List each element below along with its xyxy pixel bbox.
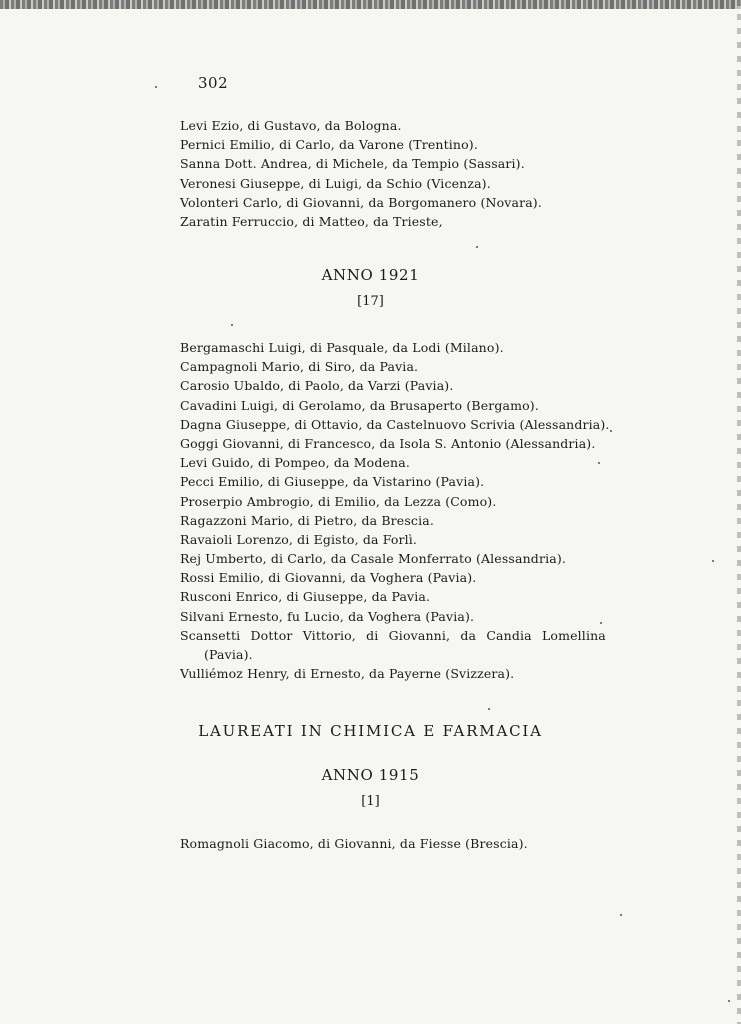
list-item: Silvani Ernesto, fu Lucio, da Voghera (Pavia). [180,608,475,624]
list-item: Romagnoli Giacomo, di Giovanni, da Fiesse (Brescia). [180,836,528,851]
list-item: Campagnoli Mario, di Siro, da Pavia. [180,359,419,375]
list-item: Cavadini Luigi, di Gerolamo, da Brusaperto (Bergamo). [180,397,539,413]
list-item: Proserpio Ambrogio, di Emilio, da Lezza (Como). [180,493,497,509]
scan-speck [610,430,612,432]
list-item-continuation: (Pavia). [204,647,253,662]
entry-word: Scansetti [180,627,241,643]
year-heading-1921: ANNO 1921 [321,266,420,284]
list-item: Carosio Ubaldo, di Paolo, da Varzi (Pavia). [180,378,454,394]
list-item-scansetti [180,626,608,645]
list-item: Ragazzoni Mario, di Pietro, da Brescia. [180,512,434,528]
list-item: Rossi Emilio, di Giovanni, da Voghera (Pavia). [180,570,477,586]
list-item: Levi Ezio, di Gustavo, da Bologna. [180,118,402,133]
graduates-1921-list [180,338,608,683]
scan-speck [600,622,602,624]
list-item: Goggi Giovanni, di Francesco, da Isola S. Antonio (Alessandria). [180,435,596,451]
scan-right-edge [737,0,741,1024]
scan-speck [620,914,622,916]
year-heading-1915: ANNO 1915 [321,766,420,784]
entry-word: Giovanni, [388,627,451,643]
entry-word: di [366,627,379,643]
list-item: Sanna Dott. Andrea, di Michele, da Tempio (Sassari). [180,156,525,172]
list-item: Veronesi Giuseppe, di Luigi, da Schio (Vicenza). [180,175,491,191]
graduate-count-1915: [1] [361,794,380,809]
graduate-count-1921: [17] [357,294,384,309]
entry-word: Vittorio, [302,627,356,643]
list-item: Pernici Emilio, di Carlo, da Varone (Trentino). [180,137,478,153]
list-item: Vulliémoz Henry, di Ernesto, da Payerne (Svizzera). [180,666,515,682]
list-item: Ravaioli Lorenzo, di Egisto, da Forlì. [180,531,418,547]
previous-year-list [180,116,608,231]
list-item: Dagna Giuseppe, di Ottavio, da Castelnuovo Scrivia (Alessandria). [180,416,610,432]
list-item: Zaratin Ferruccio, di Matteo, da Trieste, [180,213,443,229]
scan-speck [728,1000,730,1002]
list-item: Rusconi Enrico, di Giuseppe, da Pavia. [180,589,431,605]
scan-speck [598,462,600,464]
scan-speck [155,86,157,88]
scan-speck [231,324,233,326]
list-item: Levi Guido, di Pompeo, da Modena. [180,455,410,471]
entry-word: Candia [486,627,532,643]
scan-speck [476,246,478,248]
entry-word: da [460,627,477,643]
scan-speck [488,708,490,710]
entry-word: Dottor [250,627,293,643]
section-heading-chimica: LAUREATI IN CHIMICA E FARMACIA [198,722,543,740]
list-item: Bergamaschi Luigi, di Pasquale, da Lodi (Milano). [180,340,504,355]
scan-speck [712,560,714,562]
list-item: Rej Umberto, di Carlo, da Casale Monferrato (Alessandria). [180,551,566,567]
list-item: Volonteri Carlo, di Giovanni, da Borgomanero (Novara). [180,194,542,210]
graduates-1915-list [180,834,608,853]
scan-top-edge [0,0,741,9]
page-number: 302 [198,74,229,92]
list-item: Pecci Emilio, di Giuseppe, da Vistarino (Pavia). [180,474,485,490]
entry-word: Lomellina [541,627,606,643]
